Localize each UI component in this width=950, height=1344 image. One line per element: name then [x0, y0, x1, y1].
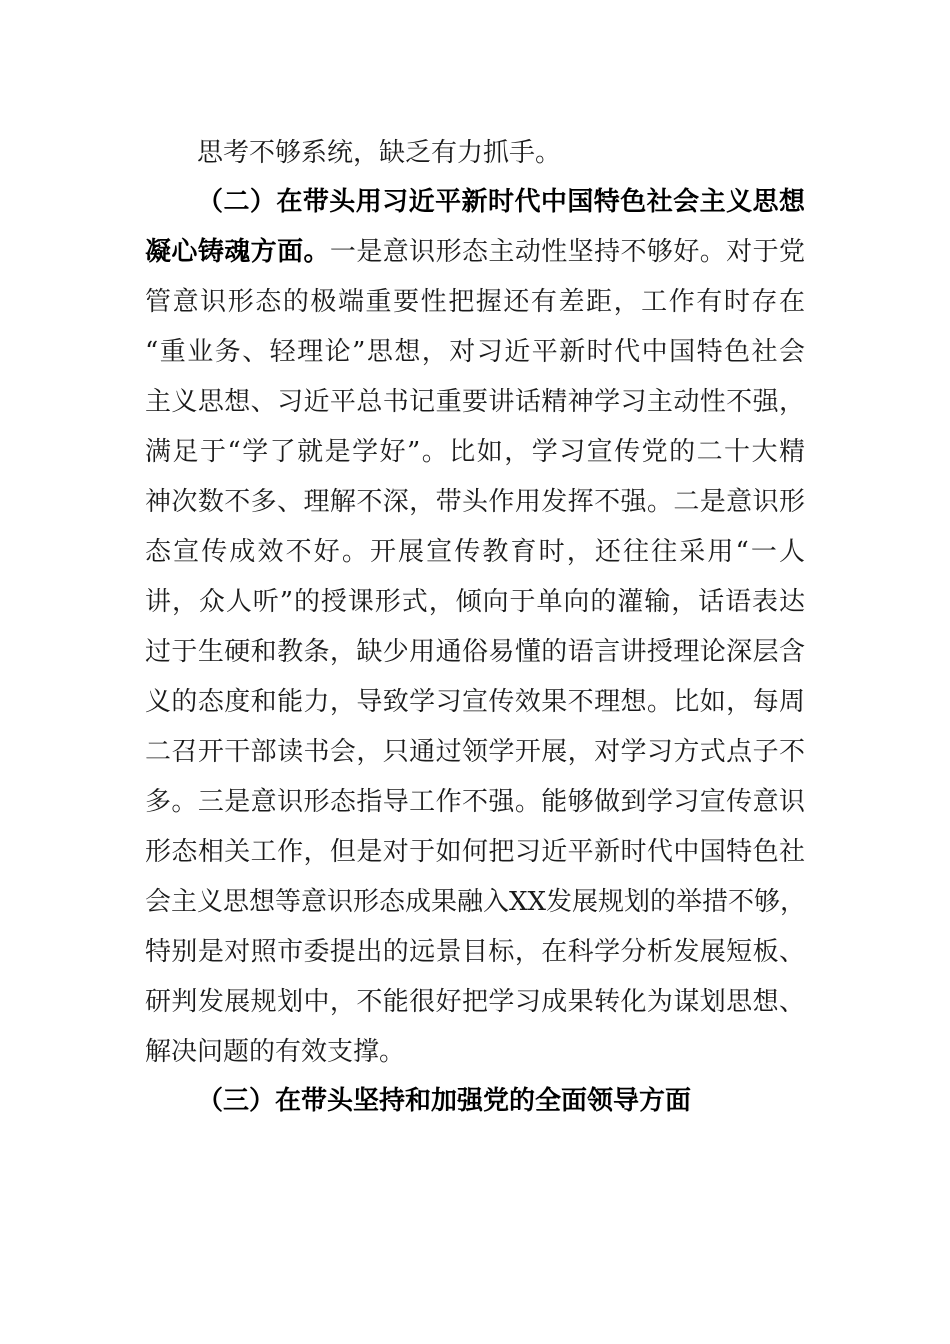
paragraph-line: “重业务、轻理论”思想，对习近平新时代中国特色社会 — [145, 337, 805, 367]
section-heading-3: （三）在带头坚持和加强党的全面领导方面 — [197, 1086, 692, 1116]
paragraph-line: 管意识形态的极端重要性把握还有差距，工作有时存在 — [145, 287, 805, 317]
paragraph-line: 特别是对照市委提出的远景目标，在科学分析发展短板、 — [145, 937, 805, 967]
paragraph-line: 满足于“学了就是学好”。比如，学习宣传党的二十大精 — [145, 437, 805, 467]
paragraph-line: 主义思想、习近平总书记重要讲话精神学习主动性不强， — [145, 387, 805, 417]
paragraph-line: 讲，众人听”的授课形式，倾向于单向的灌输，话语表达 — [145, 587, 805, 617]
paragraph-line: 多。三是意识形态指导工作不强。能够做到学习宣传意识 — [145, 787, 805, 817]
paragraph-line: 义的态度和能力，导致学习宣传效果不理想。比如，每周 — [145, 687, 805, 717]
paragraph-line: 会主义思想等意识形态成果融入XX发展规划的举措不够， — [145, 887, 807, 917]
paragraph-line: 态宣传成效不好。开展宣传教育时，还往往采用“一人 — [145, 537, 805, 567]
paragraph-line: 神次数不多、理解不深，带头作用发挥不强。二是意识形 — [145, 487, 805, 517]
paragraph-line: 二召开干部读书会，只通过领学开展，对学习方式点子不 — [145, 737, 805, 767]
section-heading-2: （二）在带头用习近平新时代中国特色社会主义思想 — [197, 187, 805, 217]
paragraph-line: 过于生硬和教条，缺少用通俗易懂的语言讲授理论深层含 — [145, 637, 805, 667]
continuation-line: 思考不够系统，缺乏有力抓手。 — [197, 138, 562, 168]
paragraph-line: 形态相关工作，但是对于如何把习近平新时代中国特色社 — [145, 837, 805, 867]
paragraph-line: 研判发展规划中，不能很好把学习成果转化为谋划思想、 — [145, 987, 805, 1017]
paragraph-line: 解决问题的有效支撑。 — [145, 1037, 406, 1067]
paragraph-line — [145, 232, 805, 272]
paragraph-text: 一是意识形态主动性坚持不够好。对于党 — [329, 237, 805, 267]
section-heading-2-cont: 凝心铸魂方面。 — [145, 237, 330, 267]
